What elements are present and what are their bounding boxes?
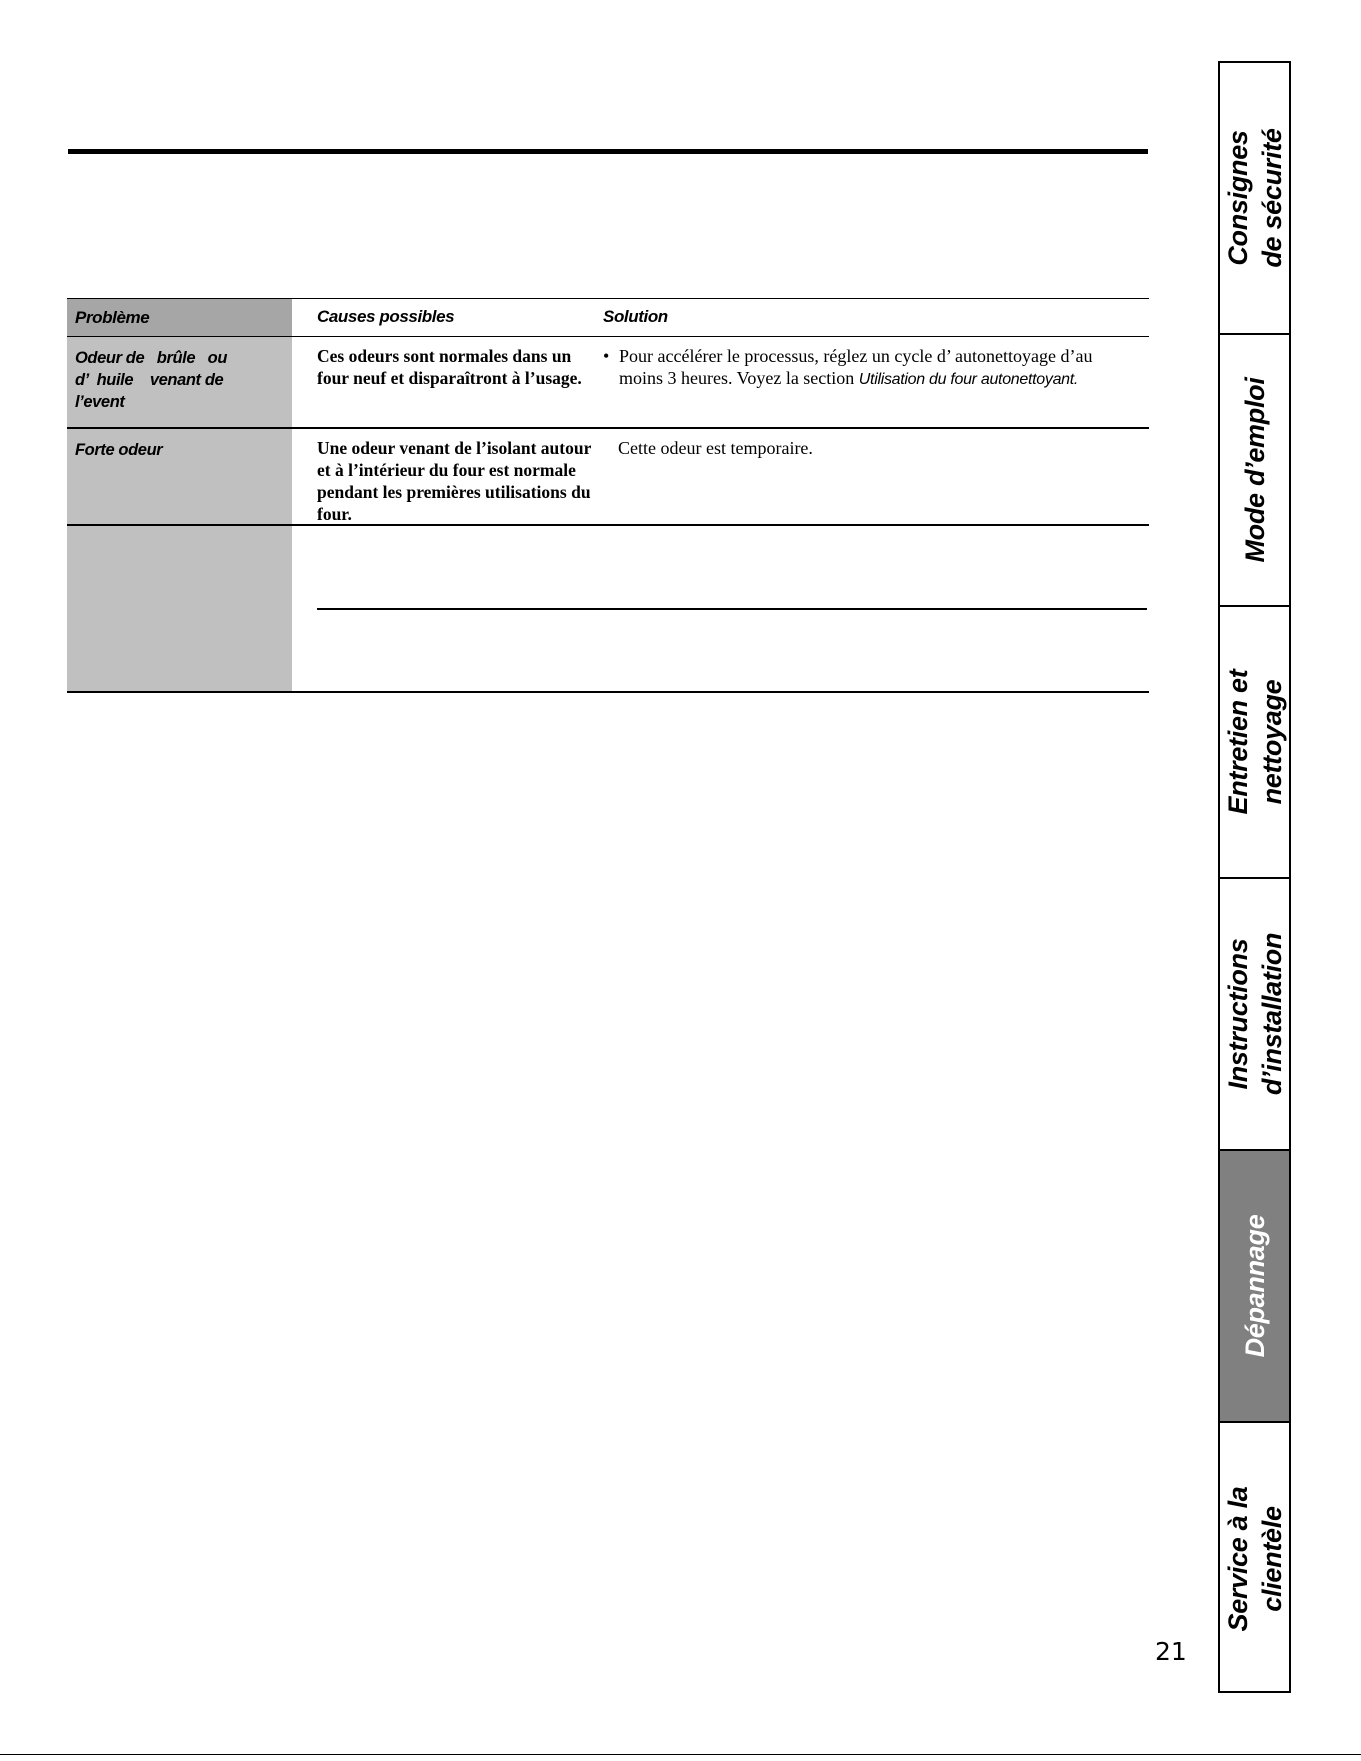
tab-label xyxy=(1238,1215,1272,1358)
tab-label xyxy=(1221,933,1289,1095)
solution-bullet-item xyxy=(603,345,1139,391)
problem-text: Odeur de brûle ou d’ huile venant de l’event xyxy=(75,349,228,411)
tab-label xyxy=(1221,670,1289,815)
table-row xyxy=(67,337,1149,429)
bullet-icon: • xyxy=(603,346,610,366)
tab-entretien-et-nettoyage[interactable] xyxy=(1220,607,1289,879)
cause-text: Une odeur venant de l’isolant autour et à l’intérieur du four est normale pendant les premières utilisations du four. xyxy=(317,438,592,524)
troubleshooting-table xyxy=(67,298,1149,693)
solution-cell xyxy=(603,337,1149,427)
tab-label-line1: Consignes xyxy=(1222,130,1253,266)
tab-label-line2: clientèle xyxy=(1256,1506,1287,1612)
header-problem-cell xyxy=(67,299,292,336)
problem-cell-empty xyxy=(67,526,292,691)
page-number: 21 xyxy=(1155,1637,1187,1666)
tab-label xyxy=(1221,1486,1289,1631)
problem-cell xyxy=(67,429,292,524)
tab-label-line1: Dépannage xyxy=(1239,1214,1270,1358)
tab-depannage[interactable] xyxy=(1220,1151,1289,1423)
header-solution: Solution xyxy=(603,307,668,326)
cause-text: Ces odeurs sont normales dans un four neuf et disparaîtront à l’usage. xyxy=(317,346,582,388)
tab-label xyxy=(1221,128,1289,267)
solution-text: Pour accélérer le processus, réglez un cycle d’ autonettoyage d’au moins 3 heures. Voyez la section xyxy=(619,346,1093,388)
cause-cell xyxy=(292,337,603,427)
header-solution-cell xyxy=(603,299,1149,336)
tab-label-line1: Mode d’emploi xyxy=(1239,377,1270,563)
solution-cell xyxy=(603,429,1149,524)
footer-line xyxy=(0,1754,1361,1755)
inner-divider xyxy=(317,608,1147,610)
header-causes-cell xyxy=(292,299,603,336)
tab-label-line2: d’installation xyxy=(1256,932,1287,1096)
table-row xyxy=(67,429,1149,526)
solution-reference: Utilisation du four autonettoyant. xyxy=(858,371,1079,388)
table-header-row xyxy=(67,298,1149,337)
tab-label-line1: Instructions xyxy=(1222,938,1253,1090)
solution-text: Cette odeur est temporaire. xyxy=(618,438,813,458)
problem-text: Forte odeur xyxy=(75,441,163,459)
tab-mode-d-emploi[interactable] xyxy=(1220,335,1289,607)
tab-instructions-d-installation[interactable] xyxy=(1220,879,1289,1151)
tab-label-line2: de sécurité xyxy=(1256,128,1287,268)
header-causes: Causes possibles xyxy=(317,307,455,326)
empty-cell xyxy=(292,526,1149,691)
top-rule xyxy=(68,149,1148,154)
tab-label-line2: nettoyage xyxy=(1256,679,1287,805)
cause-cell xyxy=(292,429,603,524)
tab-label xyxy=(1238,377,1272,562)
problem-cell xyxy=(67,337,292,427)
tab-label-line1: Entretien et xyxy=(1222,669,1253,815)
table-row-empty xyxy=(67,526,1149,693)
tab-label-line1: Service à la xyxy=(1222,1486,1253,1632)
tab-service-a-la-clientele[interactable] xyxy=(1220,1423,1289,1695)
header-problem: Problème xyxy=(75,308,150,327)
tab-consignes-de-securite[interactable] xyxy=(1220,63,1289,335)
side-tabs xyxy=(1218,61,1291,1693)
